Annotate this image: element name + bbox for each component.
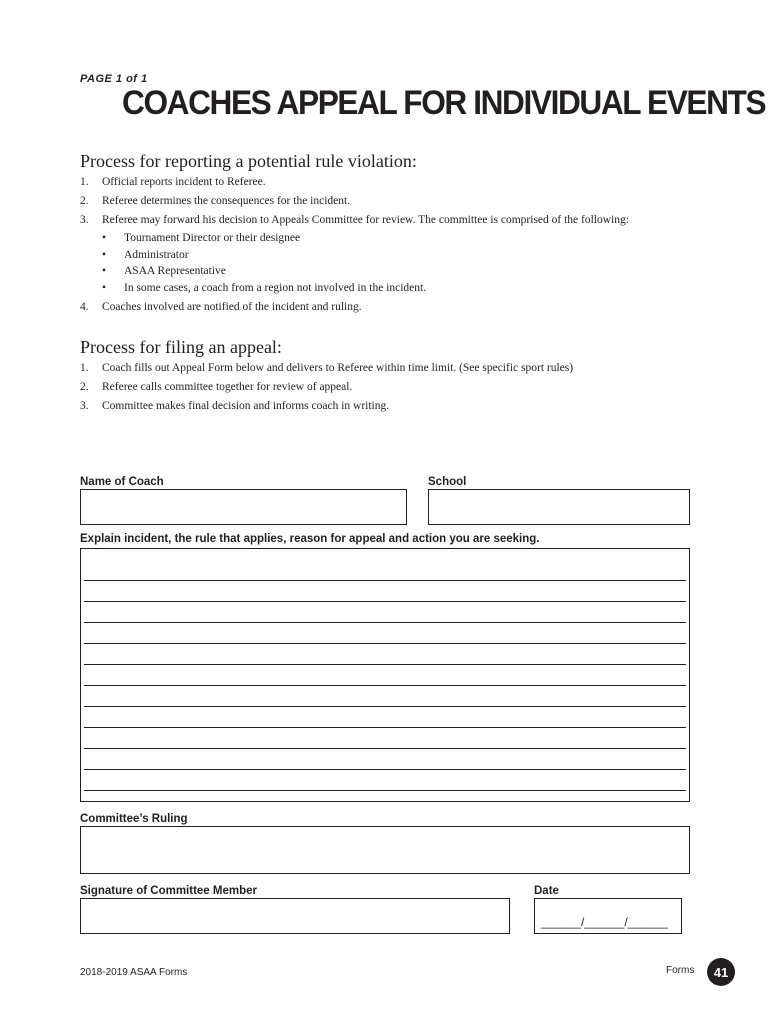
writing-line [84, 748, 686, 749]
committee-member: Tournament Director or their designee [124, 232, 301, 244]
step-text: Referee calls committee together for review of appeal. [102, 381, 353, 393]
writing-line [84, 643, 686, 644]
explanation-field[interactable] [80, 548, 690, 802]
footer-label: 2018-2019 ASAA Forms [80, 967, 188, 978]
step-number: 3. [80, 400, 89, 412]
committee-member: In some cases, a coach from a region not involved in the incident. [124, 281, 427, 294]
reporting-step [80, 174, 700, 190]
list-item [102, 230, 700, 247]
step-text: Coaches involved are notified of the incident and ruling. [102, 301, 362, 313]
coach-name-label: Name of Coach [80, 476, 164, 488]
date-label: Date [534, 885, 559, 897]
school-field[interactable] [428, 489, 690, 525]
reporting-step [80, 193, 700, 209]
bullet-icon: • [102, 232, 107, 244]
signature-label: Signature of Committee Member [80, 885, 257, 897]
bullet-icon: • [102, 281, 107, 294]
footer-section: Forms [666, 965, 695, 976]
step-number: 2. [80, 381, 89, 393]
step-text: Official reports incident to Referee. [102, 176, 266, 188]
filing-step [80, 360, 700, 376]
committee-member: Administrator [124, 248, 189, 261]
writing-line [84, 622, 686, 623]
filing-steps [80, 360, 700, 417]
list-item [102, 280, 700, 297]
step-number: 1. [80, 362, 89, 374]
date-field[interactable] [534, 898, 682, 934]
signature-field[interactable] [80, 898, 510, 934]
step-number: 3. [80, 214, 89, 226]
writing-line [84, 580, 686, 581]
step-text: Committee makes final decision and informs coach in writing. [102, 400, 390, 412]
bullet-icon: • [102, 265, 107, 277]
list-item [102, 247, 700, 264]
step-number: 2. [80, 195, 89, 207]
writing-line [84, 727, 686, 728]
school-label: School [428, 476, 467, 488]
explain-label: Explain incident, the rule that applies, reason for appeal and action you are seeking. [80, 533, 540, 545]
writing-line [84, 664, 686, 665]
page-label: PAGE 1 of 1 [80, 73, 148, 85]
committee-members-list [102, 230, 700, 296]
date-blank: ______/______/______ [541, 915, 668, 929]
form-title: COACHES APPEAL FOR INDIVIDUAL EVENTS [122, 84, 766, 122]
step-text: Coach fills out Appeal Form below and delivers to Referee within time limit. (See specific sport rules) [102, 362, 574, 374]
writing-line [84, 790, 686, 791]
writing-line [84, 706, 686, 707]
committee-ruling-field[interactable] [80, 826, 690, 874]
writing-line [84, 685, 686, 686]
list-item [102, 263, 700, 280]
step-number: 1. [80, 176, 89, 188]
reporting-steps [80, 174, 700, 318]
bullet-icon: • [102, 248, 107, 261]
page-number-badge: 41 [707, 958, 735, 986]
filing-step [80, 398, 700, 414]
coach-name-field[interactable] [80, 489, 407, 525]
reporting-step [80, 212, 700, 296]
filing-heading: Process for filing an appeal: [80, 337, 282, 357]
writing-line [84, 601, 686, 602]
reporting-heading: Process for reporting a potential rule violation: [80, 151, 417, 171]
committee-member: ASAA Representative [124, 265, 226, 277]
ruling-label: Committee’s Ruling [80, 813, 188, 825]
filing-step [80, 379, 700, 395]
step-number: 4. [80, 301, 89, 313]
reporting-step [80, 299, 700, 315]
step-text: Referee determines the consequences for the incident. [102, 195, 351, 207]
step-text: Referee may forward his decision to Appeals Committee for review. The committee is comprised of the following: [102, 214, 629, 226]
writing-line [84, 769, 686, 770]
